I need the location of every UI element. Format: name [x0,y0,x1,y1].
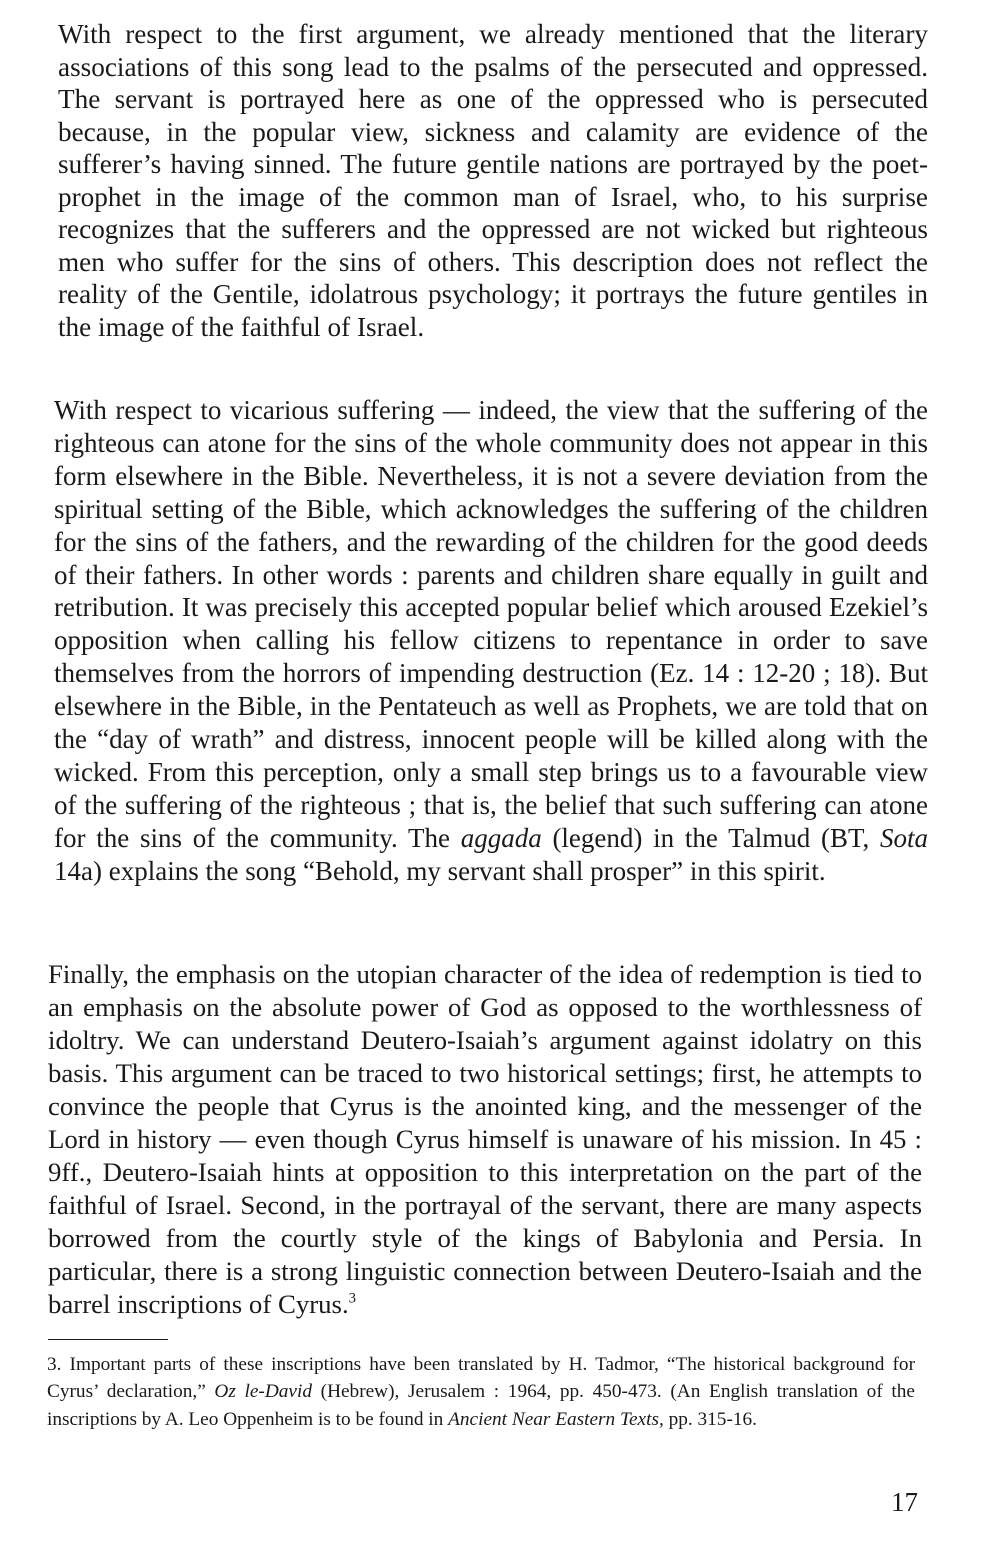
text-run: pp. 315-16. [663,1408,757,1430]
paragraph-utopian-redemption [48,958,922,1321]
text-run: 3. Important parts of these inscriptions have been translated by H. Tadmor, “The historical background for Cyrus’ declaration,” [47,1354,915,1403]
page-number: 17 [891,1487,918,1517]
text-run: 14a) explains the song “Behold, my servant shall prosper” in this spirit. [54,855,826,886]
text-run: With respect to vicarious suffering — indeed, the view that the suffering of the righteous can atone for the sins of the whole community does not appear in this form elsewhere in the Bible. Nevertheless, it is not a severe deviation from the spiritual setting of the Bible, which acknowledges the suffering of the children for the sins of the fathers, and the rewarding of the children for the good deeds of their fathers. In other words : parents and children share equally in guilt and retribution. It was precisely this accepted popular belief which aroused Ezekiel’s opposition when calling his fellow citizens to repentance in order to save themselves from the horrors of impending destruction (Ez. 14 : 12-20 ; 18). But elsewhere in the Bible, in the Pentateuch as well as Prophets, we are told that on the “day of wrath” and distress, innocent people will be killed along with the wicked. From this perception, only a small step brings us to a favourable view of the suffering of the righteous ; that is, the belief that such suffering can atone for the sins of the community. The [54,395,928,853]
footnote-3 [47,1351,915,1433]
italic-run: Ancient Near Eastern Texts, [448,1408,664,1430]
text-run: (Hebrew), Jerusalem : 1964, pp. 450-473. (An English translation of the inscriptions by A. Leo Oppenheim is to be found in [47,1381,915,1430]
italic-run: Sota [879,822,928,853]
text-run: Finally, the emphasis on the utopian character of the idea of redemption is tied to an emphasis on the absolute power of God as opposed to the worthlessness of idoltry. We can understand Deutero-Isaiah’s argument against idolatry on this basis. This argument can be traced to two historical settings; first, he attempts to convince the people that Cyrus is the anointed king, and the messenger of the Lord in history — even though Cyrus himself is unaware of his mission. In 45 : 9ff., Deutero-Isaiah hints at opposition to this interpretation on the part of the faithful of Israel. Second, in the portrayal of the servant, there are many aspects borrowed from the courtly style of the kings of Babylonia and Persia. In particular, there is a strong linguistic connection between Deutero-Isaiah and the barrel inscriptions of Cyrus. [48,959,922,1319]
italic-run: aggada [460,822,542,853]
text-run: (legend) in the Talmud (BT, [541,822,880,853]
paragraph-vicarious-suffering [54,394,928,888]
footnote-divider [48,1339,168,1340]
text-run: With respect to the first argument, we already mentioned that the literary associations of this song lead to the psalms of the persecuted and oppressed. The servant is portrayed here as one of the oppressed who is persecuted because, in the popular view, sickness and calamity are evidence of the sufferer’s having sinned. The future gentile nations are portrayed by the poet-prophet in the image of the common man of Israel, who, to his surprise recognizes that the sufferers and the oppressed are not wicked but righteous men who suffer for the sins of others. This description does not reflect the reality of the Gentile, idolatrous psychology; it portrays the future gentiles in the image of the faithful of Israel. [58,19,928,342]
italic-run: Oz le-David [214,1381,312,1403]
footnote-marker: 3 [348,1290,357,1307]
paragraph-first-argument [58,18,928,343]
